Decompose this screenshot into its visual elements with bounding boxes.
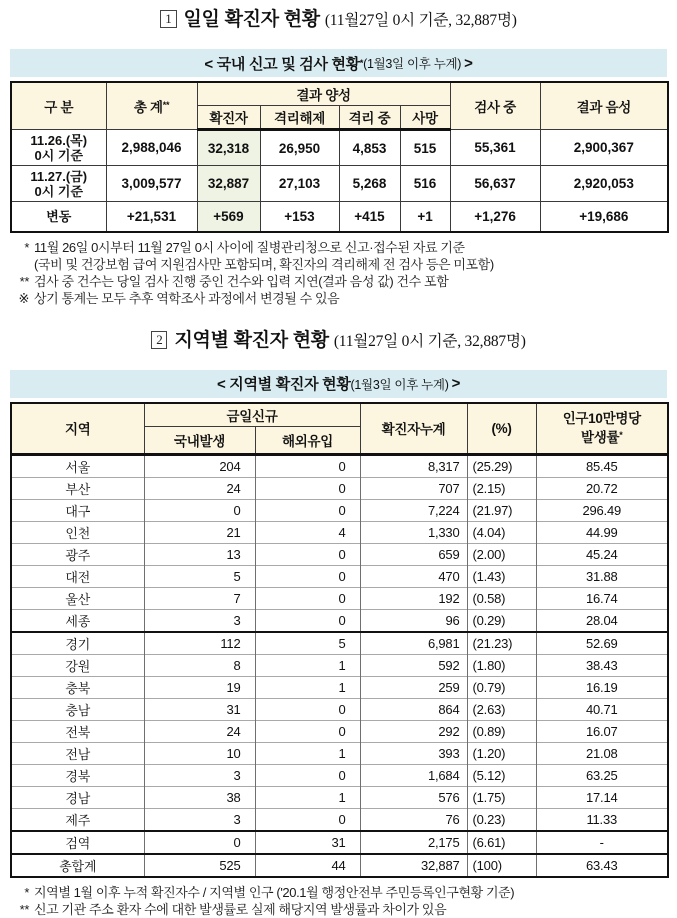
section1-title-subtitle: (11월27일 0시 기준, 32,887명) (324, 12, 517, 29)
regional-row (11, 478, 668, 500)
regional-row (11, 455, 668, 478)
regional-domestic-cell: 112 (144, 632, 255, 655)
regional-region-cell: 인천 (11, 522, 144, 544)
regional-region-cell: 서울 (11, 455, 144, 478)
regional-cumulative-cell: 393 (360, 743, 467, 765)
regional-region-cell: 경기 (11, 632, 144, 655)
header-new-group: 금일신규 (144, 403, 360, 427)
band1-close: > (464, 54, 473, 72)
footnote-line (12, 256, 665, 273)
regional-percent-cell: (0.89) (467, 721, 536, 743)
regional-percent-cell: (1.43) (467, 566, 536, 588)
regional-region-cell: 전남 (11, 743, 144, 765)
regional-rate-cell: 16.19 (536, 677, 668, 699)
regional-cumulative-cell: 1,330 (360, 522, 467, 544)
regional-row (11, 566, 668, 588)
daily-value-cell: +569 (197, 202, 260, 232)
daily-value-cell: +19,686 (540, 202, 668, 232)
regional-percent-cell: (5.12) (467, 765, 536, 787)
regional-cumulative-cell: 7,224 (360, 500, 467, 522)
regional-imported-cell: 0 (255, 478, 360, 500)
header-isolated: 격리 중 (339, 106, 400, 130)
regional-rate-cell: 52.69 (536, 632, 668, 655)
header-imported: 해외유입 (255, 427, 360, 455)
regional-cumulative-cell: 707 (360, 478, 467, 500)
regional-imported-cell: 0 (255, 566, 360, 588)
regional-domestic-cell: 3 (144, 809, 255, 832)
regional-rate-cell: 40.71 (536, 699, 668, 721)
regional-percent-cell: (21.97) (467, 500, 536, 522)
footnote-marker: ** (19, 273, 29, 289)
regional-rate-cell: 16.07 (536, 721, 668, 743)
band1-prefix: < 국내 신고 및 검사 현황 (204, 55, 360, 73)
regional-rate-cell: 85.45 (536, 455, 668, 478)
daily-value-cell: +415 (339, 202, 400, 232)
band1-paren: (1월3일 이후 누계) (363, 57, 462, 71)
regional-cumulative-cell: 192 (360, 588, 467, 610)
regional-imported-cell: 44 (255, 854, 360, 877)
section2-number-box: 2 (151, 331, 167, 349)
daily-row (11, 166, 668, 202)
regional-region-cell: 총합계 (11, 854, 144, 877)
regional-percent-cell: (1.80) (467, 655, 536, 677)
daily-row (11, 202, 668, 232)
regional-domestic-cell: 8 (144, 655, 255, 677)
regional-domestic-cell: 5 (144, 566, 255, 588)
regional-domestic-cell: 10 (144, 743, 255, 765)
regional-row (11, 765, 668, 787)
daily-row-label: 11.26.(목) 0시 기준 (11, 130, 106, 166)
regional-cumulative-cell: 2,175 (360, 831, 467, 854)
footnote-line (12, 239, 665, 256)
regional-row (11, 721, 668, 743)
regional-cumulative-cell: 96 (360, 610, 467, 633)
daily-row (11, 130, 668, 166)
regional-row (11, 544, 668, 566)
regional-percent-cell: (0.79) (467, 677, 536, 699)
daily-value-cell: +153 (260, 202, 339, 232)
regional-region-cell: 제주 (11, 809, 144, 832)
regional-region-cell: 대전 (11, 566, 144, 588)
regional-percent-cell: (25.29) (467, 455, 536, 478)
daily-table-body (11, 130, 668, 232)
daily-value-cell: +1 (400, 202, 450, 232)
regional-imported-cell: 0 (255, 500, 360, 522)
regional-rate-cell: 16.74 (536, 588, 668, 610)
regional-row (11, 809, 668, 832)
regional-table-body (11, 455, 668, 878)
regional-percent-cell: (6.61) (467, 831, 536, 854)
daily-value-cell: +21,531 (106, 202, 197, 232)
footnote-marker: * (24, 885, 29, 900)
section2-title (0, 307, 677, 354)
regional-imported-cell: 0 (255, 699, 360, 721)
regional-cumulative-cell: 6,981 (360, 632, 467, 655)
section1-title-text: 일일 확진자 현황 (183, 9, 320, 30)
regional-region-cell: 경남 (11, 787, 144, 809)
daily-value-cell: 5,268 (339, 166, 400, 202)
daily-value-cell: 2,900,367 (540, 130, 668, 166)
daily-value-cell: 3,009,577 (106, 166, 197, 202)
daily-value-cell: 516 (400, 166, 450, 202)
regional-region-cell: 충북 (11, 677, 144, 699)
regional-cumulative-cell: 864 (360, 699, 467, 721)
header-cumulative: 확진자누계 (360, 403, 467, 455)
daily-value-cell: 4,853 (339, 130, 400, 166)
band1-asterisk: * (359, 58, 364, 68)
regional-region-cell: 강원 (11, 655, 144, 677)
header-percent: (%) (467, 403, 536, 455)
regional-row (11, 500, 668, 522)
regional-region-cell: 검역 (11, 831, 144, 854)
regional-domestic-cell: 24 (144, 721, 255, 743)
regional-rate-cell: 28.04 (536, 610, 668, 633)
regional-domestic-cell: 204 (144, 455, 255, 478)
regional-region-cell: 대구 (11, 500, 144, 522)
regional-percent-cell: (1.20) (467, 743, 536, 765)
regional-row (11, 699, 668, 721)
regional-rate-cell: 31.88 (536, 566, 668, 588)
regional-domestic-cell: 13 (144, 544, 255, 566)
regional-row (11, 655, 668, 677)
regional-domestic-cell: 0 (144, 831, 255, 854)
daily-table-header (11, 82, 668, 130)
regional-rate-cell: 17.14 (536, 787, 668, 809)
regional-row (11, 854, 668, 877)
band2-paren: (1월3일 이후 누계) (350, 377, 449, 392)
footnote-marker: ※ (18, 290, 29, 306)
regional-rate-cell: 11.33 (536, 809, 668, 832)
regional-percent-cell: (2.63) (467, 699, 536, 721)
regional-imported-cell: 1 (255, 655, 360, 677)
regional-imported-cell: 4 (255, 522, 360, 544)
header-testing: 검사 중 (450, 82, 540, 130)
footnote-line (12, 273, 665, 290)
regional-percent-cell: (100) (467, 854, 536, 877)
header-gubun: 구 분 (11, 82, 106, 130)
footnote-text: 11월 26일 0시부터 11월 27일 0시 사이에 질병관리청으로 신고·접수된 자료 기준 (34, 239, 465, 255)
regional-imported-cell: 0 (255, 588, 360, 610)
regional-rate-cell: 63.25 (536, 765, 668, 787)
band2-close: > (451, 375, 461, 392)
regional-rate-cell: 45.24 (536, 544, 668, 566)
regional-row (11, 522, 668, 544)
regional-rate-cell: 20.72 (536, 478, 668, 500)
regional-cumulative-cell: 592 (360, 655, 467, 677)
regional-percent-cell: (1.75) (467, 787, 536, 809)
regional-region-cell: 울산 (11, 588, 144, 610)
header-total: 총 계** (106, 82, 197, 130)
regional-domestic-cell: 21 (144, 522, 255, 544)
domestic-report-band (10, 49, 667, 77)
regional-row (11, 831, 668, 854)
regional-row (11, 610, 668, 633)
header-domestic: 국내발생 (144, 427, 255, 455)
footnote-marker (12, 256, 34, 273)
regional-imported-cell: 5 (255, 632, 360, 655)
footnote-line (12, 290, 665, 307)
footnote-line (12, 884, 665, 901)
regional-domestic-cell: 3 (144, 610, 255, 633)
regional-imported-cell: 0 (255, 721, 360, 743)
daily-value-cell: 55,361 (450, 130, 540, 166)
regional-domestic-cell: 525 (144, 854, 255, 877)
regional-imported-cell: 1 (255, 677, 360, 699)
daily-value-cell: 27,103 (260, 166, 339, 202)
daily-value-cell: +1,276 (450, 202, 540, 232)
regional-row (11, 677, 668, 699)
regional-rate-cell: 63.43 (536, 854, 668, 877)
header-deceased: 사망 (400, 106, 450, 130)
footnote-text: 상기 통계는 모두 추후 역학조사 과정에서 변경될 수 있음 (34, 290, 340, 306)
regional-percent-cell: (4.04) (467, 522, 536, 544)
footnote-text: (국비 및 건강보험 급여 지원검사만 포함되며, 확진자의 격리해제 전 검사 등은 미포함) (34, 256, 494, 272)
regional-cumulative-cell: 32,887 (360, 854, 467, 877)
daily-value-cell: 2,988,046 (106, 130, 197, 166)
daily-value-cell: 56,637 (450, 166, 540, 202)
section1-number-box: 1 (160, 10, 176, 28)
regional-percent-cell: (21.23) (467, 632, 536, 655)
regional-percent-cell: (0.58) (467, 588, 536, 610)
regional-imported-cell: 0 (255, 610, 360, 633)
footnote-text: 지역별 1월 이후 누적 확진자수 / 지역별 인구 ('20.1월 행정안전부 주민등록인구현황 기준) (34, 885, 515, 900)
footnote-marker: ** (19, 902, 29, 917)
section1-title (0, 0, 677, 33)
header-region: 지역 (11, 403, 144, 455)
regional-region-cell: 부산 (11, 478, 144, 500)
header-confirmed: 확진자 (197, 106, 260, 130)
regional-rate-cell: 21.08 (536, 743, 668, 765)
daily-status-table (10, 81, 669, 233)
section1-footnotes (12, 239, 665, 307)
regional-cumulative-cell: 1,684 (360, 765, 467, 787)
regional-domestic-cell: 24 (144, 478, 255, 500)
regional-cumulative-cell: 576 (360, 787, 467, 809)
regional-row (11, 787, 668, 809)
regional-cumulative-cell: 659 (360, 544, 467, 566)
regional-rate-cell: 296.49 (536, 500, 668, 522)
daily-row-label: 변동 (11, 202, 106, 232)
regional-domestic-cell: 3 (144, 765, 255, 787)
regional-percent-cell: (0.23) (467, 809, 536, 832)
section2-title-text: 지역별 확진자 현황 (174, 329, 329, 351)
daily-value-cell: 32,887 (197, 166, 260, 202)
regional-domestic-cell: 7 (144, 588, 255, 610)
regional-percent-cell: (2.00) (467, 544, 536, 566)
regional-imported-cell: 0 (255, 455, 360, 478)
header-positive-group: 결과 양성 (197, 82, 450, 106)
regional-region-cell: 충남 (11, 699, 144, 721)
regional-region-cell: 광주 (11, 544, 144, 566)
regional-region-cell: 전북 (11, 721, 144, 743)
regional-cumulative-cell: 470 (360, 566, 467, 588)
band2-prefix: < 지역별 확진자 현황 (216, 376, 351, 393)
daily-value-cell: 515 (400, 130, 450, 166)
regional-rate-cell: 38.43 (536, 655, 668, 677)
header-released: 격리해제 (260, 106, 339, 130)
regional-cumulative-cell: 259 (360, 677, 467, 699)
regional-table (10, 402, 669, 879)
regional-region-cell: 세종 (11, 610, 144, 633)
daily-value-cell: 26,950 (260, 130, 339, 166)
regional-percent-cell: (0.29) (467, 610, 536, 633)
regional-row (11, 588, 668, 610)
regional-domestic-cell: 38 (144, 787, 255, 809)
regional-imported-cell: 31 (255, 831, 360, 854)
regional-cumulative-cell: 8,317 (360, 455, 467, 478)
header-rate: 인구10만명당 발생률* (536, 403, 668, 455)
daily-value-cell: 2,920,053 (540, 166, 668, 202)
daily-value-cell: 32,318 (197, 130, 260, 166)
footnote-line (12, 901, 665, 918)
regional-domestic-cell: 31 (144, 699, 255, 721)
regional-imported-cell: 0 (255, 765, 360, 787)
section2-title-subtitle: (11월27일 0시 기준, 32,887명) (333, 332, 526, 350)
regional-region-cell: 경북 (11, 765, 144, 787)
daily-row-label: 11.27.(금) 0시 기준 (11, 166, 106, 202)
header-negative: 결과 음성 (540, 82, 668, 130)
regional-rate-cell: 44.99 (536, 522, 668, 544)
regional-percent-cell: (2.15) (467, 478, 536, 500)
regional-imported-cell: 0 (255, 544, 360, 566)
regional-cumulative-cell: 76 (360, 809, 467, 832)
regional-row (11, 632, 668, 655)
footnote-text: 신고 기관 주소 환자 수에 대한 발생률로 실제 해당지역 발생률과 차이가 있음 (34, 902, 447, 917)
regional-imported-cell: 1 (255, 743, 360, 765)
regional-domestic-cell: 19 (144, 677, 255, 699)
section2-footnotes (12, 884, 665, 918)
regional-imported-cell: 0 (255, 809, 360, 832)
regional-status-band (10, 370, 667, 398)
footnote-text: 검사 중 건수는 당일 검사 진행 중인 건수와 입력 지연(결과 음성 값) 건수 포함 (34, 273, 449, 289)
regional-rate-cell: - (536, 831, 668, 854)
regional-cumulative-cell: 292 (360, 721, 467, 743)
regional-row (11, 743, 668, 765)
regional-domestic-cell: 0 (144, 500, 255, 522)
regional-table-header (11, 403, 668, 455)
footnote-marker: * (24, 239, 29, 255)
regional-imported-cell: 1 (255, 787, 360, 809)
